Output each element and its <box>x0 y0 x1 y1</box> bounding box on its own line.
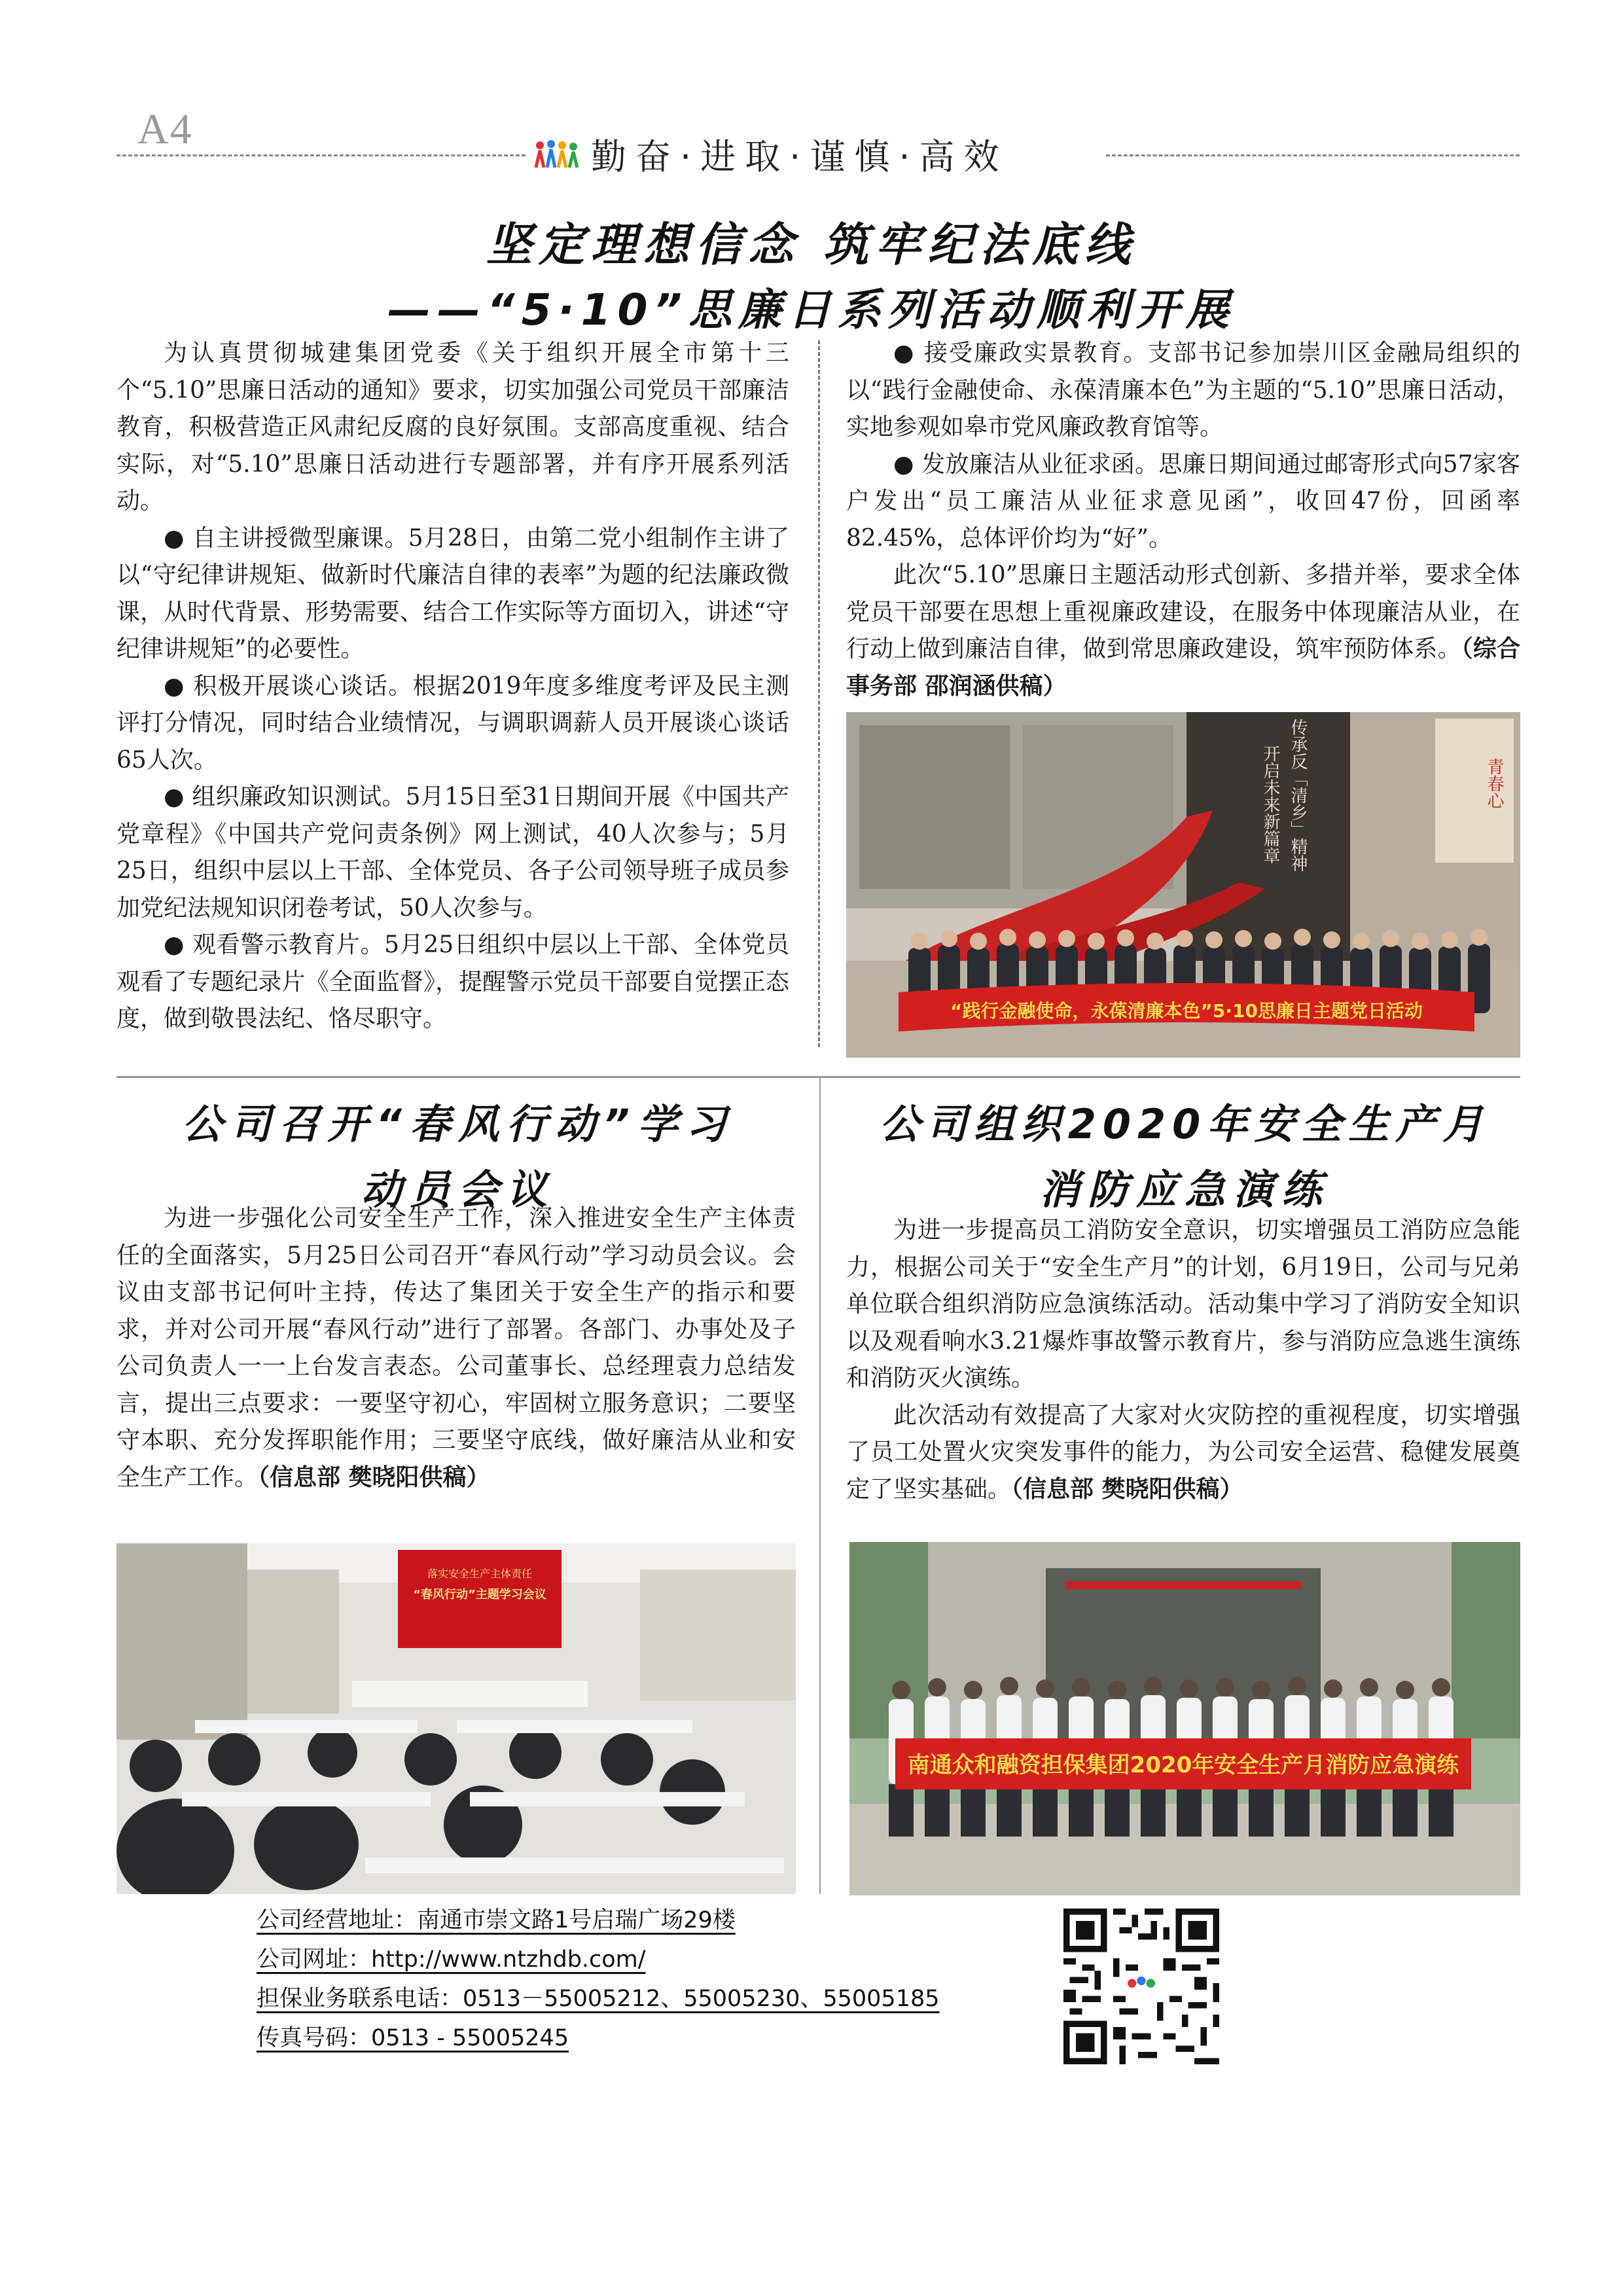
column-divider <box>818 340 820 1047</box>
article2-body <box>116 1200 796 1496</box>
page-number: A4 <box>137 105 193 153</box>
article1-bullet: ● 观看警示教育片。5月25日组织中层以上干部、全体党员观看了专题纪录片《全面监督》，提醒警示党员干部要自觉摆正态度，做到敬畏法纪、恪尽职守。 <box>116 931 789 1032</box>
company-logo-icon <box>533 139 579 169</box>
article3-photo <box>849 1542 1520 1895</box>
article3-title-line2: 消防应急演练 <box>1039 1166 1330 1213</box>
article1-left-column <box>116 335 789 1038</box>
article1-bullet: ● 组织廉政知识测试。5月15日至31日期间开展《中国共产党章程》《中国共产党问责条例》网上测试，40人次参与；5月25日，组织中层以上干部、全体党员、各子公司领导班子成员参加党纪法规知识闭卷考试，50人次参与。 <box>116 783 789 922</box>
article2-byline: （信息部 樊晓阳供稿） <box>258 1463 490 1491</box>
article1-subtitle: ——“5·10”思廉日系列活动顺利开展 <box>387 285 1236 335</box>
article1-bullet: ● 接受廉政实景教育。支部书记参加崇川区金融局组织的以“践行金融使命、永葆清廉本色”为主题的“5.10”思廉日活动，实地参观如皋市党风廉政教育馆等。 <box>846 340 1520 440</box>
article1-right-column <box>846 335 1520 705</box>
article3-text: 此次活动有效提高了大家对火灾防控的重视程度，切实增强了员工处置火灾突发事件的能力，为公司安全运营、稳健发展奠定了坚实基础。 <box>846 1401 1520 1503</box>
qr-code-icon <box>1063 1909 1219 2064</box>
section-divider <box>116 1076 1520 1078</box>
article1-bullet: ● 积极开展谈心谈话。根据2019年度多维度考评及民主测评打分情况，同时结合业绩情况，与调职调薪人员开展谈心谈话65人次。 <box>116 672 789 774</box>
motto-text: 勤奋·进取·谨慎·高效 <box>591 135 1008 177</box>
article1-paragraph: 为认真贯彻城建集团党委《关于组织开展全市第十三个“5.10”思廉日活动的通知》要求，切实加强公司党员干部廉洁教育，积极营造正风肃纪反腐的良好氛围。支部高度重视、结合实际，对“5.10”思廉日活动进行专题部署，并有序开展系列活动。 <box>116 340 789 514</box>
article1-photo-banner-text: “践行金融使命，永葆清廉本色”5·10思廉日主题党日活动 <box>950 1000 1423 1022</box>
article1-bullet: ● 自主讲授微型廉课。5月28日，由第二党小组制作主讲了以“守纪律讲规矩、做新时代廉洁自律的表率”为题的纪法廉政微课，从时代背景、形势需要、结合工作实际等方面切入，讲述“守纪律讲规矩”的必要性。 <box>116 524 789 662</box>
wall-text-2: 开启未来新篇章 <box>1260 745 1280 864</box>
footer-phone: 担保业务联系电话：0513－55005212、55005230、55005185 <box>257 1986 940 2012</box>
article2-paragraph <box>116 1200 796 1496</box>
header-motto <box>533 131 1008 177</box>
article3-paragraph: 为进一步提高员工消防安全意识，切实增强员工消防应急能力，根据公司关于“安全生产月”的计划，6月19日，公司与兄弟单位联合组织消防应急演练活动。活动集中学习了消防安全知识以及观看响水3.21爆炸事故警示教育片，参与消防应急逃生演练和消防灭火演练。 <box>846 1217 1520 1391</box>
screen-line2: “春风行动”主题学习会议 <box>413 1588 546 1602</box>
article1-byline: （综合事务部 邵润涵供稿） <box>846 636 1520 700</box>
article3-photo-banner-text: 南通众和融资担保集团2020年安全生产月消防应急演练 <box>907 1752 1459 1778</box>
column-divider <box>819 1077 821 1894</box>
footer-fax: 传真号码：0513 - 55005245 <box>257 2025 569 2051</box>
article2-title-line2: 动员会议 <box>361 1166 555 1213</box>
article3-paragraph <box>846 1397 1520 1509</box>
article2-title: 公司召开“春风行动”学习 <box>182 1100 734 1148</box>
article3-body <box>846 1212 1520 1508</box>
header-rule-right <box>1106 154 1520 156</box>
footer-website[interactable]: 公司网址：http://www.ntzhdb.com/ <box>257 1946 646 1973</box>
article1-photo <box>846 712 1520 1058</box>
screen-line1: 落实安全生产主体责任 <box>427 1568 533 1580</box>
article3-byline: （信息部 樊晓阳供稿） <box>1011 1475 1243 1503</box>
wall-text-1: 传承反「清乡」精神 <box>1288 719 1308 872</box>
header-rule-left <box>116 154 526 156</box>
article1-closing-text: 此次“5.10”思廉日主题活动形式创新、多措并举，要求全体党员干部要在思想上重视廉政建设，在服务中体现廉洁从业，在行动上做到廉洁自律，做到常思廉政建设，筑牢预防体系。 <box>846 562 1520 662</box>
article2-text: 为进一步强化公司安全生产工作，深入推进安全生产主体责任的全面落实，5月25日公司召开“春风行动”学习动员会议。会议由支部书记何叶主持，传达了集团关于安全生产的指示和要求，并对公司开展“春风行动”进行了部署。各部门、办事处及子公司负责人一一上台发言表态。公司董事长、总经理袁力总结发言，提出三点要求：一要坚守初心，牢固树立服务意识；二要坚守本职、充分发挥职能作用；三要坚守底线，做好廉洁从业和安全生产工作。 <box>116 1205 796 1491</box>
article1-title: 坚定理想信念 筑牢纪法底线 <box>486 218 1137 272</box>
article1-bullet: ● 发放廉洁从业征求函。思廉日期间通过邮寄形式向57家客户发出“员工廉洁从业征求意见函”，收回47份，回函率82.45%，总体评价均为“好”。 <box>846 450 1520 552</box>
footer-address: 公司经营地址：南通市崇文路1号启瑞广场29楼 <box>257 1907 736 1933</box>
wall-right-text: 青春心 <box>1484 758 1504 809</box>
article2-photo <box>116 1543 796 1894</box>
article1-paragraph <box>846 557 1520 705</box>
article3-title: 公司组织2020年安全生产月 <box>879 1100 1490 1148</box>
